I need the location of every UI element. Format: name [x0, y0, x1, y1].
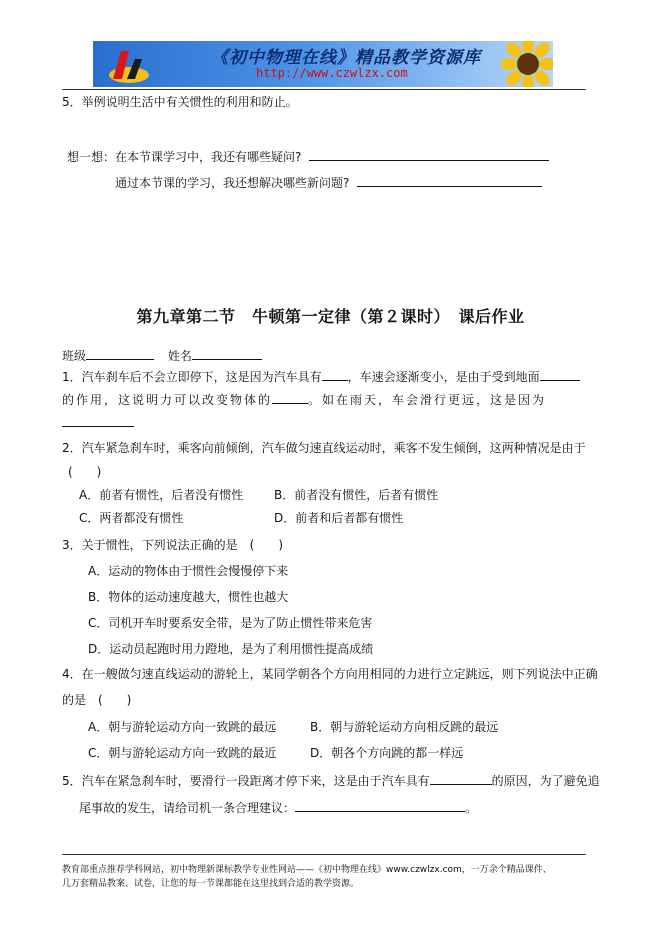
q2-option-d[interactable]: D．前者和后者都有惯性 [274, 511, 404, 525]
q1-line-3 [62, 414, 134, 430]
q5-text-b: 的原因，为了避免追 [491, 774, 600, 788]
q2-option-b[interactable]: B．前者没有惯性，后者有惯性 [274, 488, 439, 502]
q4-option-b[interactable]: B．朝与游轮运动方向相反跳的最远 [310, 720, 499, 734]
prev-question-5: 5．举例说明生活中有关惯性的利用和防止。 [62, 95, 298, 109]
q5-text-d: 。 [465, 801, 478, 815]
q1-blank-2[interactable] [540, 368, 580, 381]
header-banner [93, 41, 553, 87]
name-label: 姓名 [167, 349, 192, 363]
q1-blank-3[interactable] [272, 391, 308, 404]
footer-line-2: 几万套精品教案、试卷，让您的每一节课都能在这里找到合适的教学资源。 [62, 879, 360, 889]
q1-text-b: ，车速会逐渐变小，是由于受到地面 [347, 370, 540, 384]
q3-option-a[interactable]: A．运动的物体由于惯性会慢慢停下来 [88, 564, 289, 578]
q5-line-2 [79, 799, 477, 815]
class-label: 班级 [62, 349, 87, 363]
q5-blank-2[interactable] [295, 799, 465, 812]
q3-stem: 3．关于惯性，下列说法正确的是 ( ) [62, 538, 283, 552]
q1-text-c: 的作用，这说明力可以改变物体的 [62, 393, 273, 407]
name-field[interactable] [192, 347, 262, 360]
q1-blank-4[interactable] [62, 414, 134, 427]
q5-blank-1[interactable] [430, 772, 492, 785]
footer-divider [62, 854, 586, 855]
reflection-answer-2-blank[interactable] [357, 174, 542, 187]
q1-blank-1[interactable] [322, 368, 348, 381]
q1-text-d: 。如在雨天，车会滑行更远，这是因为 [308, 393, 547, 407]
section-heading: 第九章第二节 牛顿第一定律（第２课时） 课后作业 [136, 307, 525, 326]
q5-text-a: 5．汽车在紧急刹车时，要滑行一段距离才停下来，这是由于汽车具有 [62, 774, 430, 788]
q1-line-1 [62, 368, 580, 384]
q2-answer-paren[interactable]: ( ) [68, 465, 102, 479]
q4-option-d[interactable]: D．朝各个方向跳的都一样远 [310, 746, 464, 760]
q5-line-1 [62, 772, 600, 788]
q4-option-c[interactable]: C．朝与游轮运动方向一致跳的最近 [88, 746, 277, 760]
q3-option-d[interactable]: D．运动员起跑时用力蹬地，是为了利用惯性提高成绩 [88, 642, 374, 656]
q2-stem: 2．汽车紧急刹车时，乘客向前倾倒，汽车做匀速直线运动时，乘客不发生倾倒，这两种情况是由于 [62, 441, 586, 455]
reflection-question-1 [67, 148, 549, 164]
q1-line-2 [62, 391, 546, 407]
student-info-line [62, 347, 262, 363]
class-field[interactable] [86, 347, 154, 360]
reflection-question-1-text: 想一想：在本节课学习中，我还有哪些疑问? [67, 150, 302, 164]
q4-stem: 4．在一艘做匀速直线运动的游轮上，某同学朝各个方向用相同的力进行立定跳远，则下列说法中正确 [62, 667, 598, 681]
q3-option-c[interactable]: C．司机开车时要系安全带，是为了防止惯性带来危害 [88, 616, 373, 630]
reflection-question-2-text: 通过本节课的学习，我还想解决哪些新问题? [115, 176, 350, 190]
q4-option-a[interactable]: A．朝与游轮运动方向一致跳的最远 [88, 720, 277, 734]
sunflower-icon [501, 41, 553, 87]
site-logo-icon [107, 45, 151, 85]
q3-option-b[interactable]: B．物体的运动速度越大，惯性也越大 [88, 590, 289, 604]
q1-text-a: 1．汽车刹车后不会立即停下，这是因为汽车具有 [62, 370, 322, 384]
header-divider [62, 89, 586, 90]
q4-stem-2: 的是 ( ) [62, 693, 132, 707]
footer-line-1: 教育部重点推荐学科网站，初中物理新课标教学专业性网站——《初中物理在线》www.czwlzx.com，一万余个精品课件、 [62, 865, 552, 875]
reflection-answer-1-blank[interactable] [309, 148, 549, 161]
q2-option-a[interactable]: A．前者有惯性，后者没有惯性 [79, 488, 244, 502]
q5-text-c: 尾事故的发生，请给司机一条合理建议： [79, 801, 296, 815]
q2-option-c[interactable]: C．两者都没有惯性 [79, 511, 184, 525]
reflection-question-2 [115, 174, 542, 190]
banner-url[interactable]: http://www.czwlzx.com [256, 66, 408, 80]
banner-title: 《初中物理在线》精品教学资源库 [211, 48, 481, 68]
